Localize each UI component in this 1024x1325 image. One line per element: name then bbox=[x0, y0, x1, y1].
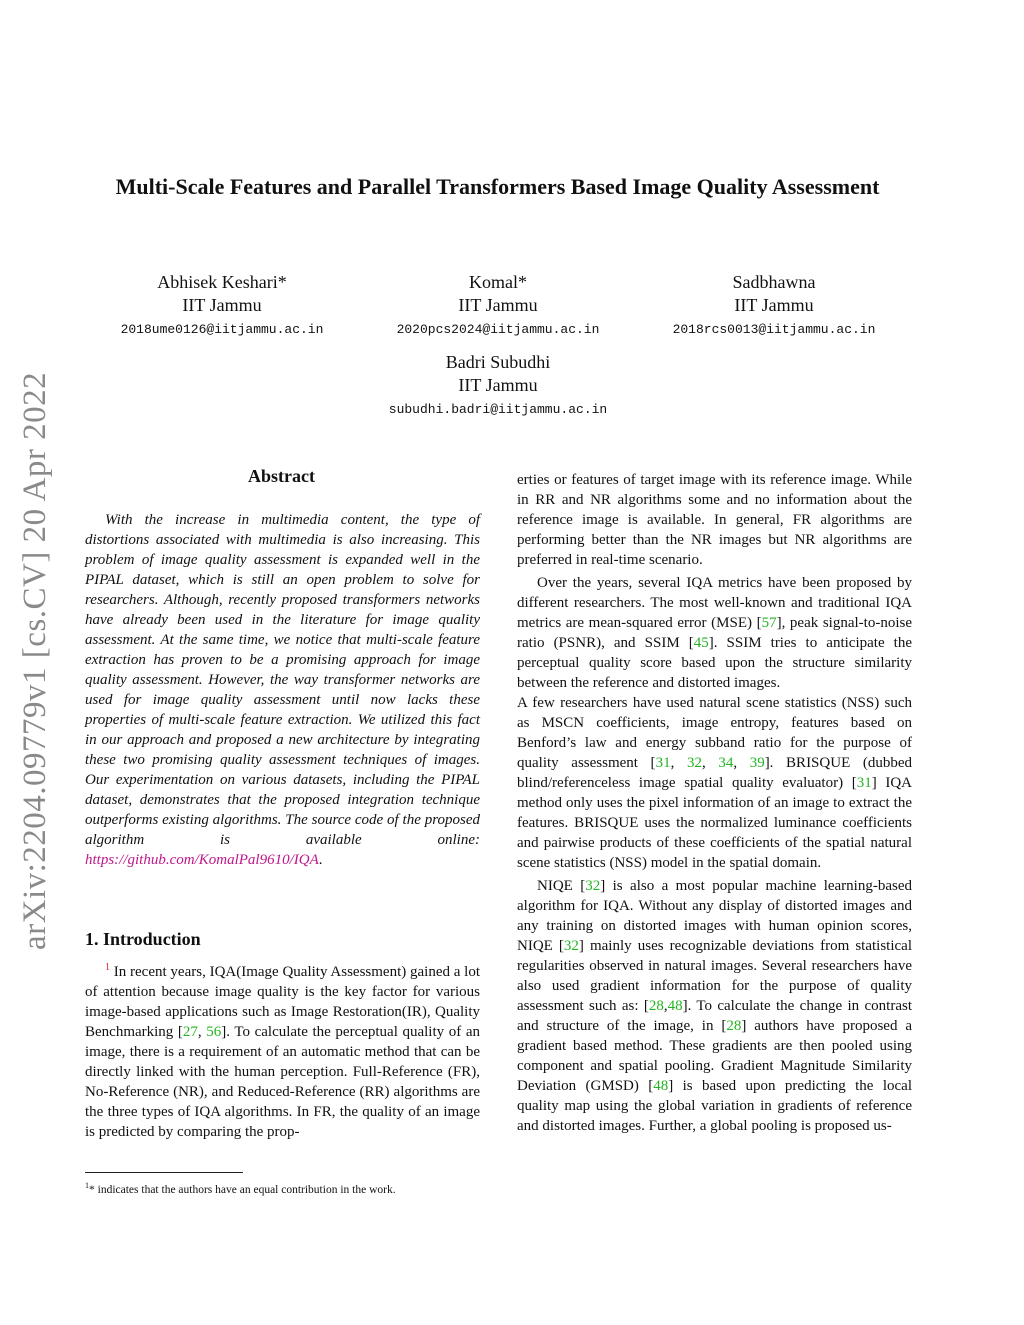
paragraph: NIQE [32] is also a most popular machine learning-based algorithm for IQA. Without any display of distorted images and any training on distorted images with human opinion scores, NIQE [32] mainly uses recognizable deviations from statistical regularities observed in natural images. Several researchers have also used gradient information for the purpose of quality assessment such as: [28,48]. To calculate the change in contrast and structure of the image, in [28] authors have proposed a gradient based method. These gradients are then pooled using component and spatial pooling. Gradient Magnitude Similarity Deviation (GMSD) [48] is based upon predicting the local quality map using the global variation in gradients of reference and distorted images. Further, a global pooling is proposed us- bbox=[517, 878, 912, 1134]
citation-link[interactable]: 48 bbox=[653, 1078, 669, 1094]
intro-text: In recent years, IQA(Image Quality Assessment) gained a lot of attention because image quality is the key factor for various image-based applications such as Image Restoration(IR), Quality Benchmarking [ bbox=[85, 964, 480, 1040]
author-name: Sadbhawna bbox=[732, 272, 816, 292]
author-block-1 bbox=[102, 271, 342, 339]
citation-link[interactable]: 39 bbox=[749, 755, 765, 771]
footnote bbox=[85, 1178, 485, 1198]
citation-link[interactable]: 32 bbox=[585, 878, 601, 894]
author-name: Abhisek Keshari* bbox=[157, 272, 287, 292]
citation-link[interactable]: 56 bbox=[206, 1024, 222, 1040]
citation-link[interactable]: 27 bbox=[182, 1024, 198, 1040]
citation-link[interactable]: 34 bbox=[718, 755, 734, 771]
abstract-body bbox=[85, 510, 480, 870]
citation-link[interactable]: 32 bbox=[563, 938, 579, 954]
citation-link[interactable]: 28 bbox=[648, 998, 664, 1014]
author-name: Komal* bbox=[469, 272, 527, 292]
paragraph: erties or features of target image with its reference image. While in RR and NR algorithms some and no information about the reference image is available. In general, FR algorithms are performing better than the NR images but NR algorithms are preferred in real-time scenario. bbox=[517, 472, 912, 568]
author-email[interactable]: 2018rcs0013@iitjammu.ac.in bbox=[672, 322, 876, 337]
abstract-text: With the increase in multimedia content, the type of distortions associated with multimedia is also increasing. This problem of image quality assessment is expanded well in the PIPAL dataset, which is still an open problem to solve for researchers. Although, recently proposed transformers networks have already been used in the literature for image quality assessment. At the same time, we notice that multi-scale feature extraction has proven to be a promising approach for image quality assessment. However, the way transformer networks are used for image quality assessment until now lacks these properties of multi-scale feature extraction. We utilized this fact in our approach and proposed a new architecture by integrating these two promising quality assessment techniques of images. Our experimentation on various datasets, including the PIPAL dataset, demonstrates that the proposed integration technique outperforms existing algorithms. The source code of the proposed algorithm is available online: bbox=[85, 512, 480, 848]
citation-link[interactable]: 48 bbox=[667, 998, 683, 1014]
citation-link[interactable]: 31 bbox=[856, 775, 872, 791]
intro-text: ]. To calculate the perceptual quality of an image, there is a requirement of an automatic method that can be directly linked with the human perception. Full-Reference (FR), No-Reference (NR), and Reduced-Reference (RR) algorithms are the three types of IQA algorithms. In FR, the quality of an image is predicted by comparing the prop- bbox=[85, 1024, 481, 1140]
author-affiliation: IIT Jammu bbox=[734, 295, 814, 315]
author-name: Badri Subudhi bbox=[445, 352, 551, 372]
footnote-text: * indicates that the authors have an equal contribution in the work. bbox=[89, 1183, 396, 1196]
footnote-rule bbox=[85, 1172, 243, 1173]
author-email[interactable]: 2020pcs2024@iitjammu.ac.in bbox=[396, 322, 600, 337]
author-block-2 bbox=[378, 271, 618, 339]
citation-link[interactable]: 45 bbox=[693, 635, 709, 651]
paragraph: Over the years, several IQA metrics have been proposed by different researchers. The most well-known and traditional IQA metrics are mean-squared error (MSE) [57], peak signal-to-noise ratio (PSNR), and SSIM [45]. SSIM tries to anticipate the perceptual quality score based upon the structure similarity between the reference and distorted images. bbox=[517, 575, 912, 691]
paragraph: A few researchers have used natural scene statistics (NSS) such as MSCN coefficients, image entropy, features based on Benford’s law and energy subband ratio for the purpose of quality assessment [31, 32, 34, 39]. BRISQUE (dubbed blind/referenceless image spatial quality evaluator) [31] IQA method only uses the pixel information of an image to extract the features. BRISQUE uses the normalized luminance coefficients and pairwise products of these coefficients of the spatial natural scene statistics (NSS) model in the spatial domain. bbox=[517, 695, 913, 871]
citation-link[interactable]: 28 bbox=[726, 1018, 742, 1034]
citation-link[interactable]: 32 bbox=[686, 755, 702, 771]
citation-link[interactable]: 57 bbox=[761, 615, 777, 631]
author-affiliation: IIT Jammu bbox=[458, 295, 538, 315]
intro-text: , bbox=[197, 1024, 207, 1040]
arxiv-identifier: arXiv:2204.09779v1 [cs.CV] 20 Apr 2022 bbox=[17, 371, 53, 950]
author-email[interactable]: 2018ume0126@iitjammu.ac.in bbox=[120, 322, 324, 337]
paper-title: Multi-Scale Features and Parallel Transformers Based Image Quality Assessment bbox=[115, 174, 880, 199]
footnote-marker[interactable]: 1 bbox=[105, 962, 110, 973]
author-affiliation: IIT Jammu bbox=[458, 375, 538, 395]
abstract-heading: Abstract bbox=[248, 466, 315, 486]
footnote-number: 1 bbox=[85, 1181, 89, 1190]
citation-link[interactable]: 31 bbox=[655, 755, 671, 771]
author-email[interactable]: subudhi.badri@iitjammu.ac.in bbox=[388, 402, 608, 417]
intro-heading: 1. Introduction bbox=[85, 929, 201, 949]
intro-body bbox=[85, 962, 480, 1142]
right-column bbox=[517, 470, 912, 1136]
github-link[interactable]: https://github.com/KomalPal9610/IQA bbox=[85, 852, 319, 868]
abstract-end: . bbox=[318, 852, 323, 868]
author-affiliation: IIT Jammu bbox=[182, 295, 262, 315]
author-block-4 bbox=[358, 351, 638, 419]
author-block-3 bbox=[654, 271, 894, 339]
